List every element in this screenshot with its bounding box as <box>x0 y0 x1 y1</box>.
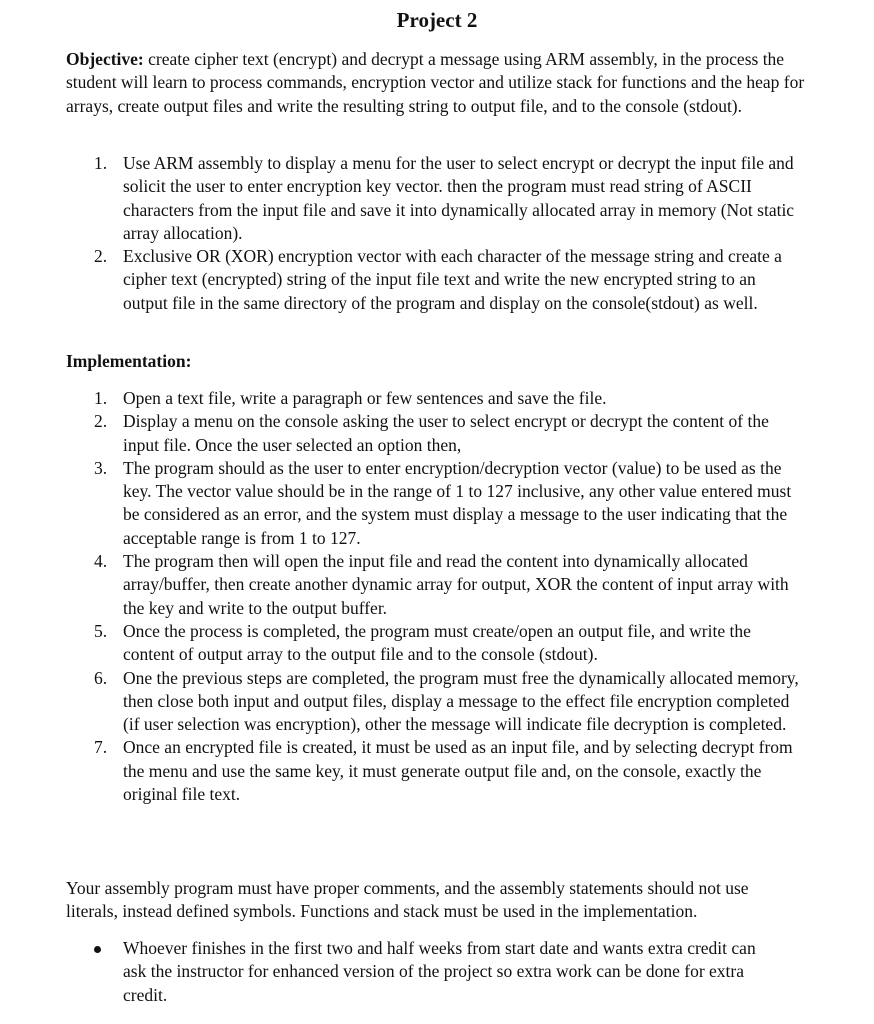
list-item-text: Exclusive OR (XOR) encryption vector with each character of the message string and create a cipher text (encrypted) string of the input file text and write the new encrypted string to an output file in the same directory of the program and display on the console(stdout) as well. <box>123 246 782 313</box>
objective-text: create cipher text (encrypt) and decrypt a message using ARM assembly, in the process the student will learn to process commands, encryption vector and utilize stack for functions and the heap for arrays, create output files and write the resulting string to output file, and to the console (stdout). <box>66 49 805 116</box>
list-item-text: Whoever finishes in the first two and half weeks from start date and wants extra credit can ask the instructor for enhanced version of the project so extra work can be done for extra credit. <box>123 938 756 1005</box>
list-item-text: The program should as the user to enter encryption/decryption vector (value) to be used as the key. The vector value should be in the range of 1 to 127 inclusive, any other value entered must be considered as an error, and the system must display a message to the user indicating that the acceptable range is from 1 to 127. <box>123 457 792 548</box>
objective-paragraph <box>66 48 806 118</box>
list-item <box>0 152 803 245</box>
list-item-text: Use ARM assembly to display a menu for the user to select encrypt or decrypt the input file and solicit the user to enter encryption key vector. then the program must read string of ASCII characters from the input file and save it into dynamically allocated array in memory (Not static array allocation). <box>123 153 795 243</box>
list-item <box>0 245 803 315</box>
list-item <box>0 387 803 410</box>
list-item-text: Once the process is completed, the program must create/open an output file, and write the content of output array to the output file and to the console (stdout). <box>123 620 751 665</box>
list-item <box>0 667 803 737</box>
list-item-text: Once an encrypted file is created, it must be used as an input file, and by selecting decrypt from the menu and use the same key, it must generate output file and, on the console, exactly the original file text. <box>123 737 793 805</box>
list-number: 5. <box>94 620 108 641</box>
list-item-text: The program then will open the input file and read the content into dynamically allocated array/buffer, then create another dynamic array for output, XOR the content of input array with the key and write to the output buffer. <box>123 551 789 618</box>
list-number: 2. <box>94 411 108 432</box>
list-item-text: One the previous steps are completed, the program must free the dynamically allocated memory, then close both input and output files, display a message to the effect file encryption completed (if user selection was encryption), other the message will indicate file decryption is completed. <box>123 667 799 735</box>
list-number: 3. <box>94 457 108 478</box>
list-item <box>0 457 803 550</box>
objective-list <box>0 152 803 315</box>
list-number: 4. <box>94 551 108 572</box>
list-item-text: Display a menu on the console asking the user to select encrypt or decrypt the content of the input file. Once the user selected an option then, <box>123 411 769 455</box>
list-item <box>0 736 803 806</box>
closing-paragraph: Your assembly program must have proper comments, and the assembly statements should not use literals, instead defined symbols. Functions and stack must be used in the implementation. <box>66 878 749 922</box>
list-number: 7. <box>94 737 108 758</box>
list-number: 6. <box>94 667 108 688</box>
list-item-text: Open a text file, write a paragraph or few sentences and save the file. <box>123 388 607 408</box>
list-item <box>0 550 803 620</box>
bullet-icon <box>94 946 101 953</box>
implementation-heading: Implementation: <box>66 351 192 371</box>
list-number: 1. <box>94 153 108 173</box>
objective-label: Objective: <box>66 49 144 69</box>
implementation-list <box>0 387 803 806</box>
list-item <box>0 937 783 1007</box>
page-title: Project 2 <box>396 8 478 32</box>
extra-credit-list <box>0 937 783 1007</box>
list-item <box>0 620 803 667</box>
list-number: 1. <box>94 388 108 408</box>
list-number: 2. <box>94 246 108 267</box>
list-item <box>0 410 803 457</box>
